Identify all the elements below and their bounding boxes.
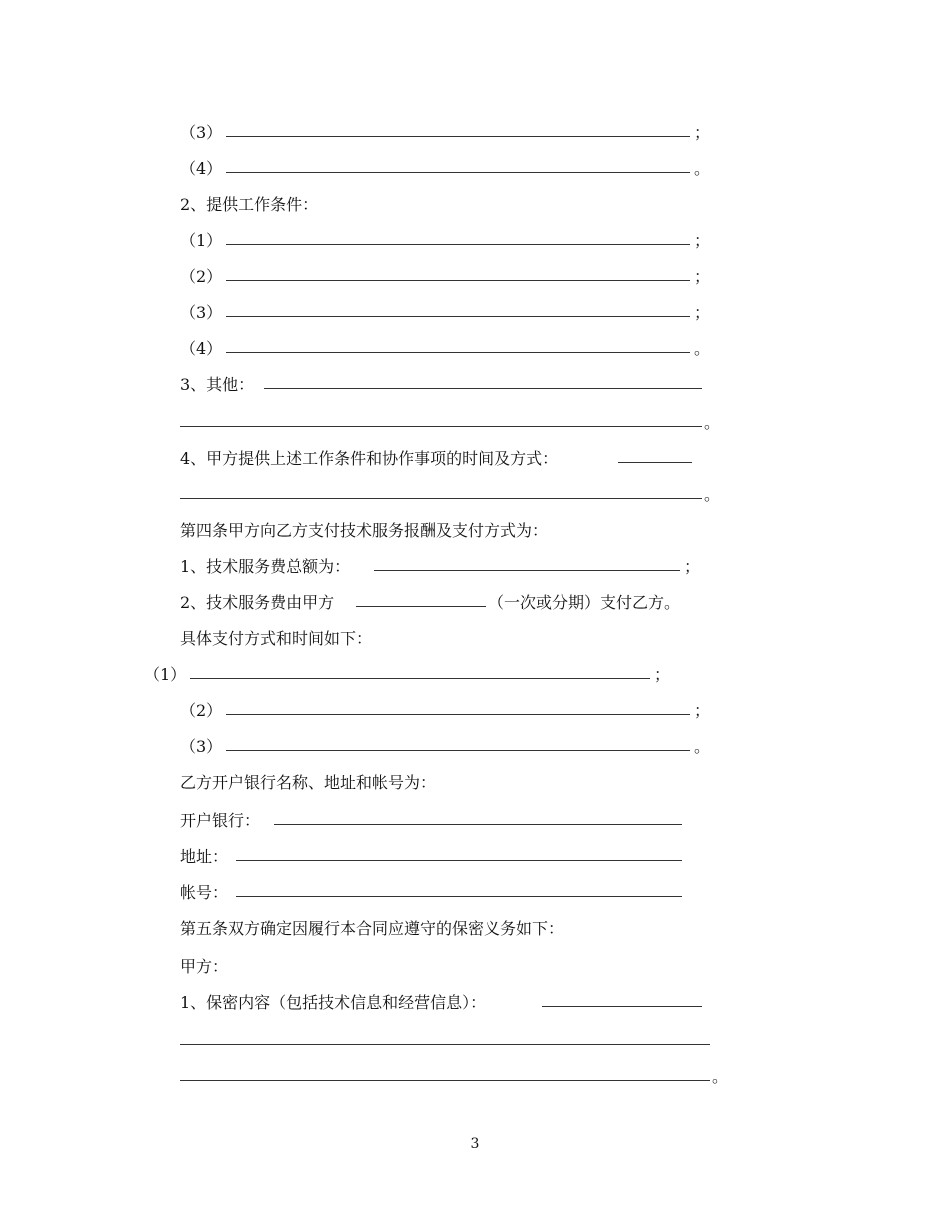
blank-field[interactable] xyxy=(226,158,690,173)
blank-field[interactable] xyxy=(180,484,702,499)
line-prefix: 地址： xyxy=(180,847,229,866)
line-prefix: 开户银行： xyxy=(180,811,261,830)
line-suffix: 。 xyxy=(704,413,721,432)
line-prefix: 3、其他： xyxy=(180,375,255,394)
heading-text: 第五条双方确定因履行本合同应遵守的保密义务如下： xyxy=(180,919,565,938)
blank-field[interactable] xyxy=(226,338,690,353)
line-prefix: 帐号： xyxy=(180,883,229,902)
line-suffix: ； xyxy=(694,701,711,720)
blank-field[interactable] xyxy=(542,992,702,1007)
blank-field[interactable] xyxy=(264,374,702,389)
line-suffix: ； xyxy=(684,557,701,576)
blank-field[interactable] xyxy=(226,230,690,245)
line-suffix: 。 xyxy=(704,485,721,504)
blank-field[interactable] xyxy=(226,266,690,281)
blank-field[interactable] xyxy=(226,122,690,137)
line-suffix: ； xyxy=(654,665,671,684)
line-suffix: 。 xyxy=(712,1067,729,1086)
line-prefix: （3） xyxy=(180,123,223,142)
line-suffix: ； xyxy=(694,231,711,250)
heading-text: 乙方开户银行名称、地址和帐号为： xyxy=(180,773,437,792)
blank-field[interactable] xyxy=(356,592,486,607)
line-prefix: （4） xyxy=(180,159,223,178)
blank-field[interactable] xyxy=(180,1030,710,1045)
blank-field[interactable] xyxy=(180,412,702,427)
line-prefix: （1） xyxy=(144,665,187,684)
heading-text: 甲方： xyxy=(180,957,229,976)
line-prefix: （3） xyxy=(180,303,223,322)
heading-text: 2、提供工作条件： xyxy=(180,195,319,214)
account-number-field[interactable] xyxy=(236,882,682,897)
blank-field[interactable] xyxy=(226,700,690,715)
line-prefix: 1、保密内容（包括技术信息和经营信息）： xyxy=(180,993,487,1012)
bank-name-field[interactable] xyxy=(274,810,682,825)
line-suffix: ； xyxy=(694,267,711,286)
blank-field[interactable] xyxy=(180,1066,710,1081)
heading-text: 具体支付方式和时间如下： xyxy=(180,629,373,648)
blank-field[interactable] xyxy=(190,664,650,679)
line-prefix: （1） xyxy=(180,231,223,250)
line-prefix: （2） xyxy=(180,267,223,286)
line-prefix: 4、甲方提供上述工作条件和协作事项的时间及方式： xyxy=(180,449,559,468)
blank-field[interactable] xyxy=(226,302,690,317)
line-suffix: ； xyxy=(694,123,711,142)
blank-field[interactable] xyxy=(226,736,690,751)
line-suffix: 。 xyxy=(694,737,711,756)
heading-text: 第四条甲方向乙方支付技术服务报酬及支付方式为： xyxy=(180,521,549,540)
line-prefix: （3） xyxy=(180,737,223,756)
line-suffix: （一次或分期）支付乙方。 xyxy=(488,593,681,612)
line-suffix: 。 xyxy=(694,339,711,358)
blank-field[interactable] xyxy=(618,448,692,463)
line-prefix: 2、技术服务费由甲方 xyxy=(180,593,335,612)
address-field[interactable] xyxy=(236,846,682,861)
line-suffix: ； xyxy=(694,303,711,322)
line-prefix: 1、技术服务费总额为： xyxy=(180,557,351,576)
line-suffix: 。 xyxy=(694,159,711,178)
line-prefix: （4） xyxy=(180,339,223,358)
blank-field[interactable] xyxy=(374,556,680,571)
page-number: 3 xyxy=(470,1136,480,1152)
line-prefix: （2） xyxy=(180,701,223,720)
